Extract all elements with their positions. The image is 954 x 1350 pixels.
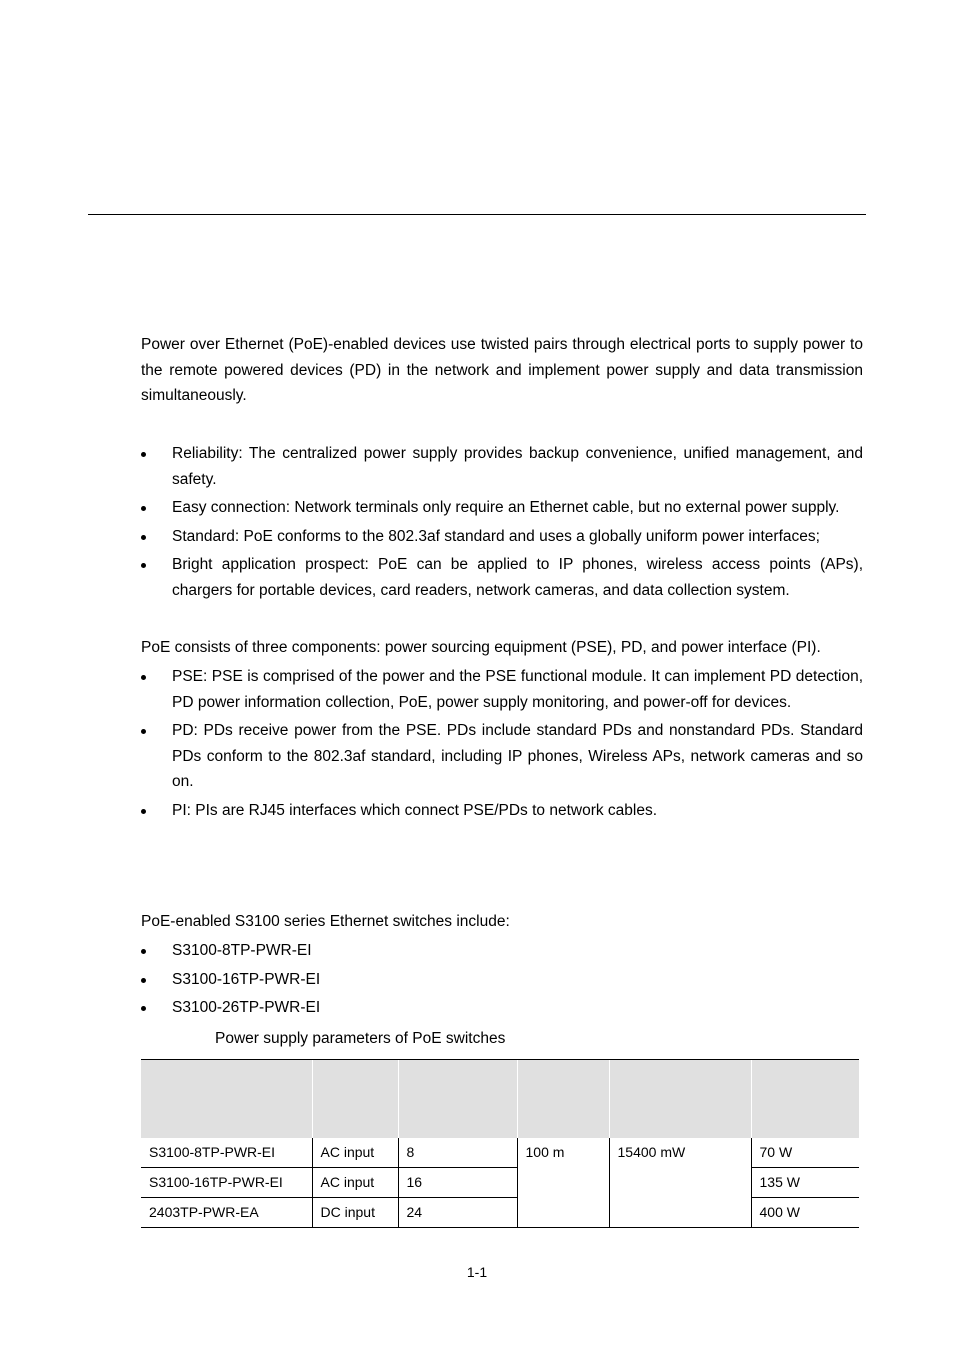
total-power-cell: 135 W bbox=[751, 1168, 859, 1198]
header-cell bbox=[751, 1060, 859, 1139]
list-item: PI: PIs are RJ45 interfaces which connect PSE/PDs to network cables. bbox=[141, 798, 863, 824]
poe-parameters-table bbox=[141, 1059, 859, 1228]
input-cell: AC input bbox=[312, 1168, 398, 1198]
intro-paragraph: Power over Ethernet (PoE)-enabled devices use twisted pairs through electrical ports to supply power to the remote powered devices (PD) in the network and implement power supply and data transmission simultaneously. bbox=[141, 336, 863, 404]
list-item: PD: PDs receive power from the PSE. PDs include standard PDs and nonstandard PDs. Standard PDs conform to the 802.3af standard, including IP phones, Wireless APs, network cameras and so on. bbox=[141, 718, 863, 795]
table-row bbox=[141, 1168, 859, 1198]
list-item: S3100-8TP-PWR-EI bbox=[141, 938, 863, 964]
header-cell bbox=[609, 1060, 751, 1139]
switches-intro: PoE-enabled S3100 series Ethernet switches include: bbox=[141, 913, 510, 930]
header-rule bbox=[88, 214, 866, 215]
header-cell bbox=[141, 1060, 312, 1139]
table-header-row bbox=[141, 1060, 859, 1139]
header-cell bbox=[398, 1060, 517, 1139]
bullet-icon bbox=[141, 729, 146, 734]
model-cell: S3100-8TP-PWR-EI bbox=[141, 1138, 312, 1168]
components-list bbox=[141, 664, 863, 826]
bullet-icon bbox=[141, 949, 146, 954]
list-item: Standard: PoE conforms to the 802.3af standard and uses a globally uniform power interfaces; bbox=[141, 524, 863, 550]
list-item: S3100-16TP-PWR-EI bbox=[141, 967, 863, 993]
ports-cell: 24 bbox=[398, 1198, 517, 1228]
list-item: Bright application prospect: PoE can be applied to IP phones, wireless access points (APs), chargers for portable devices, card readers, network cameras, and data collection system. bbox=[141, 552, 863, 603]
advantages-list bbox=[141, 441, 863, 606]
bullet-icon bbox=[141, 1006, 146, 1011]
switches-list bbox=[141, 938, 863, 1024]
ports-cell: 16 bbox=[398, 1168, 517, 1198]
total-power-cell: 400 W bbox=[751, 1198, 859, 1228]
ports-cell: 8 bbox=[398, 1138, 517, 1168]
list-item: PSE: PSE is comprised of the power and the PSE functional module. It can implement PD detection, PD power information collection, PoE, power supply monitoring, and power-off for devices. bbox=[141, 664, 863, 715]
bullet-icon bbox=[141, 675, 146, 680]
model-cell: S3100-16TP-PWR-EI bbox=[141, 1168, 312, 1198]
list-item: Reliability: The centralized power supply provides backup convenience, unified management, and safety. bbox=[141, 441, 863, 492]
total-power-cell: 70 W bbox=[751, 1138, 859, 1168]
power-per-port-cell: 15400 mW bbox=[609, 1138, 751, 1228]
bullet-icon bbox=[141, 978, 146, 983]
bullet-icon bbox=[141, 506, 146, 511]
table-caption: Power supply parameters of PoE switches bbox=[215, 1030, 506, 1047]
model-cell: 2403TP-PWR-EA bbox=[141, 1198, 312, 1228]
distance-cell: 100 m bbox=[517, 1138, 609, 1228]
table-row bbox=[141, 1198, 859, 1228]
input-cell: AC input bbox=[312, 1138, 398, 1168]
input-cell: DC input bbox=[312, 1198, 398, 1228]
bullet-icon bbox=[141, 563, 146, 568]
list-item: Easy connection: Network terminals only require an Ethernet cable, but no external power supply. bbox=[141, 495, 863, 521]
components-intro: PoE consists of three components: power sourcing equipment (PSE), PD, and power interface (PI). bbox=[141, 639, 821, 656]
bullet-icon bbox=[141, 809, 146, 814]
list-item: S3100-26TP-PWR-EI bbox=[141, 995, 863, 1021]
bullet-icon bbox=[141, 535, 146, 540]
page-number: 1-1 bbox=[466, 1264, 488, 1280]
bullet-icon bbox=[141, 452, 146, 457]
table-row bbox=[141, 1138, 859, 1168]
header-cell bbox=[517, 1060, 609, 1139]
header-cell bbox=[312, 1060, 398, 1139]
